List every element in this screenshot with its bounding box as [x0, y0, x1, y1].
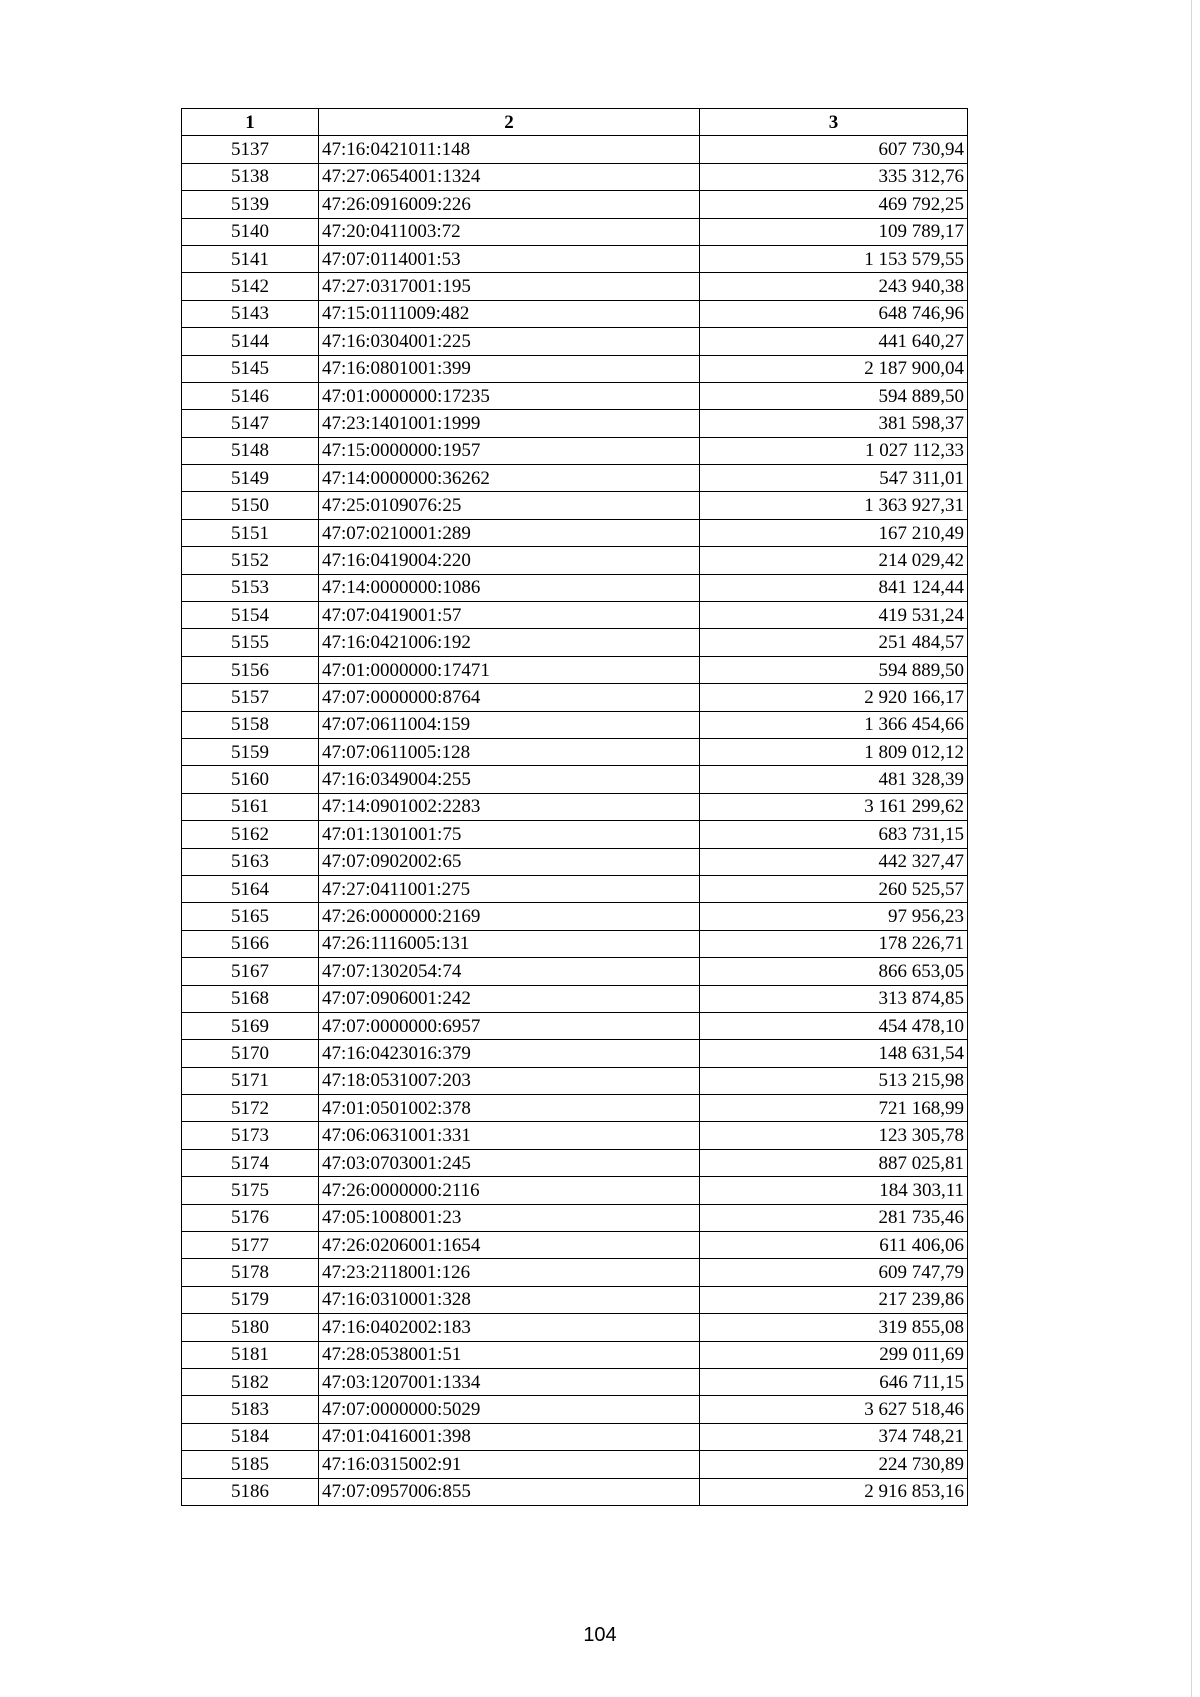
table-row: [182, 1341, 968, 1368]
cadastral-id-cell: 47:23:2118001:126: [319, 1259, 700, 1286]
value-cell: 214 029,42: [700, 547, 968, 574]
cadastral-id-cell: 47:15:0000000:1957: [319, 437, 700, 464]
row-number-cell: 5180: [182, 1314, 319, 1341]
cadastral-id-cell: 47:07:0000000:6957: [319, 1012, 700, 1039]
value-cell: 123 305,78: [700, 1122, 968, 1149]
value-cell: 2 916 853,16: [700, 1478, 968, 1505]
value-cell: 281 735,46: [700, 1204, 968, 1231]
value-cell: 419 531,24: [700, 602, 968, 629]
table-row: [182, 1177, 968, 1204]
row-number-cell: 5154: [182, 602, 319, 629]
table-body: [182, 136, 968, 1506]
value-cell: 1 366 454,66: [700, 711, 968, 738]
value-cell: 441 640,27: [700, 328, 968, 355]
value-cell: 594 889,50: [700, 656, 968, 683]
cadastral-id-cell: 47:06:0631001:331: [319, 1122, 700, 1149]
row-number-cell: 5163: [182, 848, 319, 875]
table-row: [182, 1478, 968, 1505]
value-cell: 2 187 900,04: [700, 355, 968, 382]
cadastral-id-cell: 47:25:0109076:25: [319, 492, 700, 519]
table-row: [182, 1095, 968, 1122]
cadastral-id-cell: 47:16:0421011:148: [319, 136, 700, 163]
cadastral-id-cell: 47:14:0901002:2283: [319, 793, 700, 820]
cadastral-id-cell: 47:01:0501002:378: [319, 1095, 700, 1122]
value-cell: 97 956,23: [700, 903, 968, 930]
cadastral-id-cell: 47:05:1008001:23: [319, 1204, 700, 1231]
table-row: [182, 1232, 968, 1259]
row-number-cell: 5181: [182, 1341, 319, 1368]
table-row: [182, 821, 968, 848]
cadastral-id-cell: 47:16:0801001:399: [319, 355, 700, 382]
row-number-cell: 5173: [182, 1122, 319, 1149]
page-number: 104: [583, 1624, 617, 1646]
cadastral-id-cell: 47:28:0538001:51: [319, 1341, 700, 1368]
table-row: [182, 437, 968, 464]
value-cell: 148 631,54: [700, 1040, 968, 1067]
table-row: [182, 136, 968, 163]
row-number-cell: 5146: [182, 382, 319, 409]
value-cell: 184 303,11: [700, 1177, 968, 1204]
table-row: [182, 1423, 968, 1450]
value-cell: 374 748,21: [700, 1423, 968, 1450]
table-row: [182, 300, 968, 327]
table-row: [182, 382, 968, 409]
cadastral-id-cell: 47:16:0402002:183: [319, 1314, 700, 1341]
row-number-cell: 5160: [182, 766, 319, 793]
value-cell: 381 598,37: [700, 410, 968, 437]
cadastral-id-cell: 47:01:0000000:17235: [319, 382, 700, 409]
cadastral-id-cell: 47:14:0000000:1086: [319, 574, 700, 601]
table-row: [182, 958, 968, 985]
column-header-cadastral-id: 2: [319, 109, 700, 136]
row-number-cell: 5141: [182, 245, 319, 272]
table-row: [182, 793, 968, 820]
table-row: [182, 1451, 968, 1478]
table-row: [182, 273, 968, 300]
table-row: [182, 1259, 968, 1286]
cadastral-id-cell: 47:20:0411003:72: [319, 218, 700, 245]
value-cell: 607 730,94: [700, 136, 968, 163]
value-cell: 260 525,57: [700, 875, 968, 902]
cadastral-id-cell: 47:26:0000000:2169: [319, 903, 700, 930]
row-number-cell: 5186: [182, 1478, 319, 1505]
value-cell: 866 653,05: [700, 958, 968, 985]
value-cell: 454 478,10: [700, 1012, 968, 1039]
row-number-cell: 5165: [182, 903, 319, 930]
cadastral-id-cell: 47:07:0210001:289: [319, 519, 700, 546]
row-number-cell: 5156: [182, 656, 319, 683]
value-cell: 1 027 112,33: [700, 437, 968, 464]
value-cell: 224 730,89: [700, 1451, 968, 1478]
table-row: [182, 410, 968, 437]
cadastral-id-cell: 47:15:0111009:482: [319, 300, 700, 327]
row-number-cell: 5175: [182, 1177, 319, 1204]
cadastral-id-cell: 47:07:0419001:57: [319, 602, 700, 629]
value-cell: 1 809 012,12: [700, 738, 968, 765]
row-number-cell: 5167: [182, 958, 319, 985]
value-cell: 1 153 579,55: [700, 245, 968, 272]
row-number-cell: 5150: [182, 492, 319, 519]
table-row: [182, 1314, 968, 1341]
cadastral-id-cell: 47:07:0000000:5029: [319, 1396, 700, 1423]
row-number-cell: 5140: [182, 218, 319, 245]
cadastral-id-cell: 47:26:0206001:1654: [319, 1232, 700, 1259]
table-row: [182, 930, 968, 957]
table-row: [182, 1368, 968, 1395]
table-header-row: [182, 109, 968, 136]
cadastral-id-cell: 47:27:0411001:275: [319, 875, 700, 902]
value-cell: 3 161 299,62: [700, 793, 968, 820]
value-cell: 547 311,01: [700, 465, 968, 492]
page-edge-divider: [1191, 0, 1192, 1697]
table-row: [182, 465, 968, 492]
cadastral-id-cell: 47:26:0000000:2116: [319, 1177, 700, 1204]
cadastral-id-cell: 47:07:0000000:8764: [319, 684, 700, 711]
table-row: [182, 519, 968, 546]
cadastral-id-cell: 47:03:0703001:245: [319, 1149, 700, 1176]
value-cell: 683 731,15: [700, 821, 968, 848]
value-cell: 109 789,17: [700, 218, 968, 245]
row-number-cell: 5143: [182, 300, 319, 327]
row-number-cell: 5139: [182, 191, 319, 218]
value-cell: 178 226,71: [700, 930, 968, 957]
row-number-cell: 5170: [182, 1040, 319, 1067]
row-number-cell: 5183: [182, 1396, 319, 1423]
table-row: [182, 218, 968, 245]
value-cell: 217 239,86: [700, 1286, 968, 1313]
value-cell: 313 874,85: [700, 985, 968, 1012]
cadastral-id-cell: 47:18:0531007:203: [319, 1067, 700, 1094]
row-number-cell: 5162: [182, 821, 319, 848]
table-row: [182, 602, 968, 629]
table-row: [182, 163, 968, 190]
column-header-number: 1: [182, 109, 319, 136]
cadastral-id-cell: 47:16:0421006:192: [319, 629, 700, 656]
table-row: [182, 848, 968, 875]
row-number-cell: 5142: [182, 273, 319, 300]
value-cell: 609 747,79: [700, 1259, 968, 1286]
table-row: [182, 1396, 968, 1423]
row-number-cell: 5138: [182, 163, 319, 190]
value-cell: 243 940,38: [700, 273, 968, 300]
row-number-cell: 5178: [182, 1259, 319, 1286]
value-cell: 887 025,81: [700, 1149, 968, 1176]
row-number-cell: 5174: [182, 1149, 319, 1176]
value-cell: 335 312,76: [700, 163, 968, 190]
table-row: [182, 903, 968, 930]
table-row: [182, 191, 968, 218]
value-cell: 646 711,15: [700, 1368, 968, 1395]
value-cell: 611 406,06: [700, 1232, 968, 1259]
row-number-cell: 5153: [182, 574, 319, 601]
value-cell: 594 889,50: [700, 382, 968, 409]
table-row: [182, 711, 968, 738]
value-cell: 469 792,25: [700, 191, 968, 218]
row-number-cell: 5166: [182, 930, 319, 957]
table-row: [182, 629, 968, 656]
row-number-cell: 5147: [182, 410, 319, 437]
table-row: [182, 875, 968, 902]
row-number-cell: 5168: [182, 985, 319, 1012]
row-number-cell: 5158: [182, 711, 319, 738]
cadastral-id-cell: 47:27:0317001:195: [319, 273, 700, 300]
table-row: [182, 1067, 968, 1094]
table-row: [182, 1149, 968, 1176]
value-cell: 648 746,96: [700, 300, 968, 327]
row-number-cell: 5148: [182, 437, 319, 464]
row-number-cell: 5184: [182, 1423, 319, 1450]
cadastral-id-cell: 47:07:0902002:65: [319, 848, 700, 875]
row-number-cell: 5145: [182, 355, 319, 382]
value-cell: 3 627 518,46: [700, 1396, 968, 1423]
cadastral-id-cell: 47:01:0000000:17471: [319, 656, 700, 683]
table-row: [182, 1012, 968, 1039]
row-number-cell: 5155: [182, 629, 319, 656]
table-row: [182, 547, 968, 574]
cadastral-id-cell: 47:27:0654001:1324: [319, 163, 700, 190]
table-row: [182, 492, 968, 519]
cadastral-id-cell: 47:16:0419004:220: [319, 547, 700, 574]
row-number-cell: 5151: [182, 519, 319, 546]
cadastral-id-cell: 47:26:0916009:226: [319, 191, 700, 218]
table-row: [182, 738, 968, 765]
table-row: [182, 574, 968, 601]
value-cell: 167 210,49: [700, 519, 968, 546]
table-row: [182, 355, 968, 382]
row-number-cell: 5172: [182, 1095, 319, 1122]
row-number-cell: 5144: [182, 328, 319, 355]
cadastral-id-cell: 47:03:1207001:1334: [319, 1368, 700, 1395]
row-number-cell: 5171: [182, 1067, 319, 1094]
value-cell: 319 855,08: [700, 1314, 968, 1341]
row-number-cell: 5161: [182, 793, 319, 820]
row-number-cell: 5164: [182, 875, 319, 902]
cadastral-id-cell: 47:26:1116005:131: [319, 930, 700, 957]
table-row: [182, 328, 968, 355]
row-number-cell: 5159: [182, 738, 319, 765]
row-number-cell: 5149: [182, 465, 319, 492]
table-row: [182, 985, 968, 1012]
cadastral-id-cell: 47:07:0906001:242: [319, 985, 700, 1012]
value-cell: 299 011,69: [700, 1341, 968, 1368]
cadastral-id-cell: 47:01:1301001:75: [319, 821, 700, 848]
table-row: [182, 766, 968, 793]
table-row: [182, 1204, 968, 1231]
cadastral-id-cell: 47:07:0957006:855: [319, 1478, 700, 1505]
value-cell: 841 124,44: [700, 574, 968, 601]
row-number-cell: 5177: [182, 1232, 319, 1259]
value-cell: 481 328,39: [700, 766, 968, 793]
row-number-cell: 5157: [182, 684, 319, 711]
table-row: [182, 245, 968, 272]
cadastral-id-cell: 47:07:0611004:159: [319, 711, 700, 738]
cadastral-id-cell: 47:16:0315002:91: [319, 1451, 700, 1478]
table-row: [182, 1286, 968, 1313]
value-cell: 721 168,99: [700, 1095, 968, 1122]
row-number-cell: 5169: [182, 1012, 319, 1039]
table-row: [182, 684, 968, 711]
row-number-cell: 5176: [182, 1204, 319, 1231]
cadastral-id-cell: 47:16:0423016:379: [319, 1040, 700, 1067]
cadastral-id-cell: 47:16:0304001:225: [319, 328, 700, 355]
column-header-value: 3: [700, 109, 968, 136]
cadastral-value-table: [181, 108, 968, 1506]
row-number-cell: 5137: [182, 136, 319, 163]
row-number-cell: 5152: [182, 547, 319, 574]
value-cell: 513 215,98: [700, 1067, 968, 1094]
value-cell: 251 484,57: [700, 629, 968, 656]
cadastral-id-cell: 47:16:0310001:328: [319, 1286, 700, 1313]
row-number-cell: 5185: [182, 1451, 319, 1478]
cadastral-id-cell: 47:23:1401001:1999: [319, 410, 700, 437]
cadastral-id-cell: 47:16:0349004:255: [319, 766, 700, 793]
table-row: [182, 1040, 968, 1067]
cadastral-id-cell: 47:07:0611005:128: [319, 738, 700, 765]
cadastral-id-cell: 47:01:0416001:398: [319, 1423, 700, 1450]
table-row: [182, 656, 968, 683]
cadastral-id-cell: 47:14:0000000:36262: [319, 465, 700, 492]
value-cell: 2 920 166,17: [700, 684, 968, 711]
cadastral-id-cell: 47:07:1302054:74: [319, 958, 700, 985]
value-cell: 1 363 927,31: [700, 492, 968, 519]
cadastral-id-cell: 47:07:0114001:53: [319, 245, 700, 272]
row-number-cell: 5179: [182, 1286, 319, 1313]
value-cell: 442 327,47: [700, 848, 968, 875]
row-number-cell: 5182: [182, 1368, 319, 1395]
table-row: [182, 1122, 968, 1149]
